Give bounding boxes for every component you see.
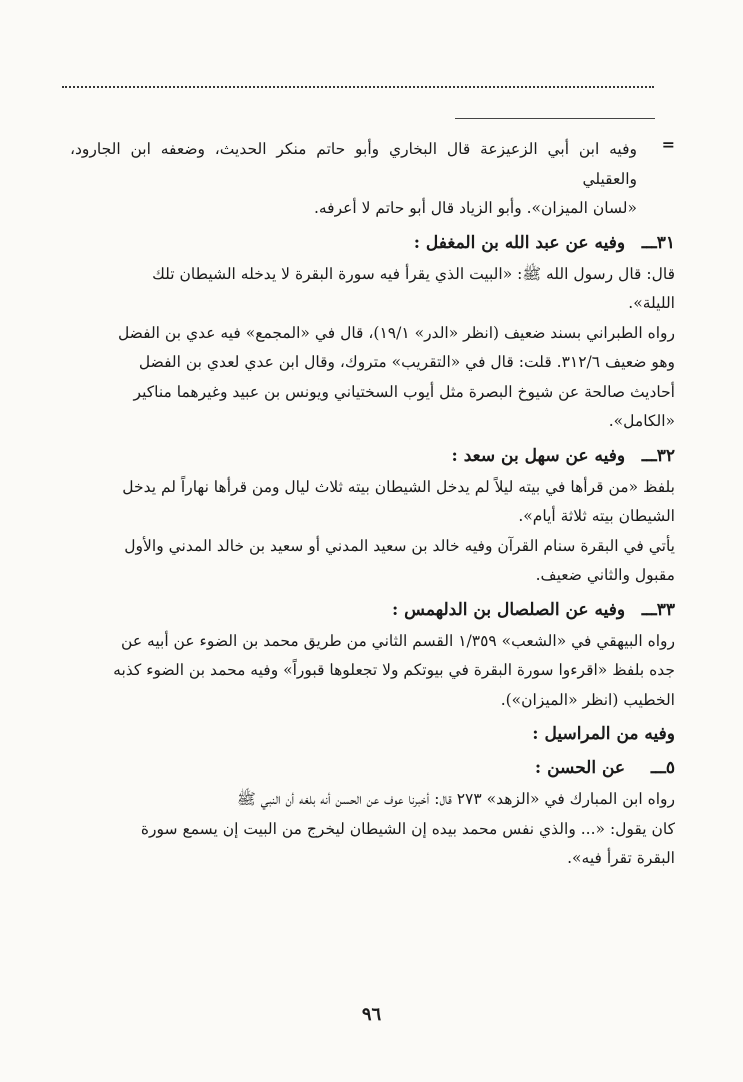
- body-line: أحاديث صالحة عن شيوخ البصرة مثل أيوب السختياني ويونس بن عبيد وغيرهما مناكير: [133, 382, 675, 401]
- body-line: الليلة».: [628, 294, 675, 312]
- section-32: [70, 441, 675, 591]
- body-line: جده بلفظ «اقرءوا سورة البقرة في بيوتكم ولا تجعلوها قبوراً» وفيه محمد بن الضوء كذبه: [113, 661, 675, 679]
- body-line: الشيطان بيته ثلاثة أيام».: [518, 507, 675, 525]
- section-heading: [70, 753, 675, 783]
- section-number: ٣٣ـــ: [641, 599, 675, 620]
- continuation-line: «لسان الميزان». وأبو الزياد قال أبو حاتم لا أعرفه.: [313, 199, 637, 217]
- body-line: رواه البيهقي في «الشعب» ١/٣٥٩ القسم الثاني من طريق محمد بن الضوء عن أبيه عن: [121, 631, 675, 650]
- section-mursal-5: [70, 753, 675, 874]
- body-line: البقرة تقرأ فيه».: [567, 849, 675, 867]
- body-line: رواه ابن المبارك في «الزهد» ٢٧٣ قال: أخبرنا عوف عن الحسن أنه بلغه أن النبي ﷺ: [236, 790, 675, 808]
- section-heading: [70, 441, 675, 471]
- section-title: وفيه عن سهل بن سعد :: [451, 445, 626, 466]
- body-line: يأتي في البقرة سنام القرآن وفيه خالد بن سعيد المدني أو سعيد بن خالد المدني والأول: [124, 536, 675, 555]
- body-line: وهو ضعيف ٣١٢/٦. قلت: قال في «التقريب» متروك، وقال ابن عدي لعدي بن الفضل: [138, 353, 675, 371]
- continuation-block: [70, 135, 675, 224]
- footnote-separator: [455, 118, 655, 119]
- continuation-mark: =: [661, 135, 675, 154]
- section-heading: [70, 595, 675, 625]
- body-line: بلفظ «من قرأها في بيته ليلاً لم يدخل الشيطان بيته ثلاث ليال ومن قرأها نهاراً لم يدخل: [122, 477, 675, 496]
- body-line: قال: قال رسول الله ﷺ: «البيت الذي يقرأ فيه سورة البقرة لا يدخله الشيطان تلك: [152, 264, 675, 283]
- section-33: [70, 595, 675, 716]
- body-line: رواه الطبراني بسند ضعيف (انظر «الدر» ١٩/١)، قال في «المجمع» فيه عدي بن الفضل: [117, 323, 675, 342]
- page-content: [70, 135, 675, 874]
- body-line: الخطيب (انظر «الميزان»).: [500, 690, 675, 709]
- section-heading: [70, 228, 675, 258]
- body-line: «الكامل».: [608, 412, 675, 430]
- section-title: عن الحسن :: [534, 758, 626, 778]
- mursal-heading: وفيه من المراسيل :: [532, 724, 675, 744]
- body-line: كان يقول: «... والذي نفس محمد بيده إن الشيطان ليخرج من البيت إن يسمع سورة: [140, 819, 675, 838]
- dotted-rule: [62, 86, 654, 92]
- page-number: ٩٦: [361, 1004, 382, 1025]
- section-number: ٣٢ـــ: [641, 445, 675, 466]
- continuation-line: وفيه ابن أبي الزعيزعة قال البخاري وأبو حاتم منكر الحديث، وضعفه ابن الجارود، والعقيلي: [70, 140, 637, 188]
- section-title: وفيه عن عبد الله بن المغفل :: [413, 232, 626, 253]
- body-line: مقبول والثاني ضعيف.: [535, 566, 675, 584]
- section-number: ٥ـــ: [650, 758, 675, 778]
- section-31: [70, 228, 675, 437]
- section-title: وفيه عن الصلصال بن الدلهمس :: [391, 599, 626, 620]
- section-number: ٣١ـــ: [641, 232, 675, 253]
